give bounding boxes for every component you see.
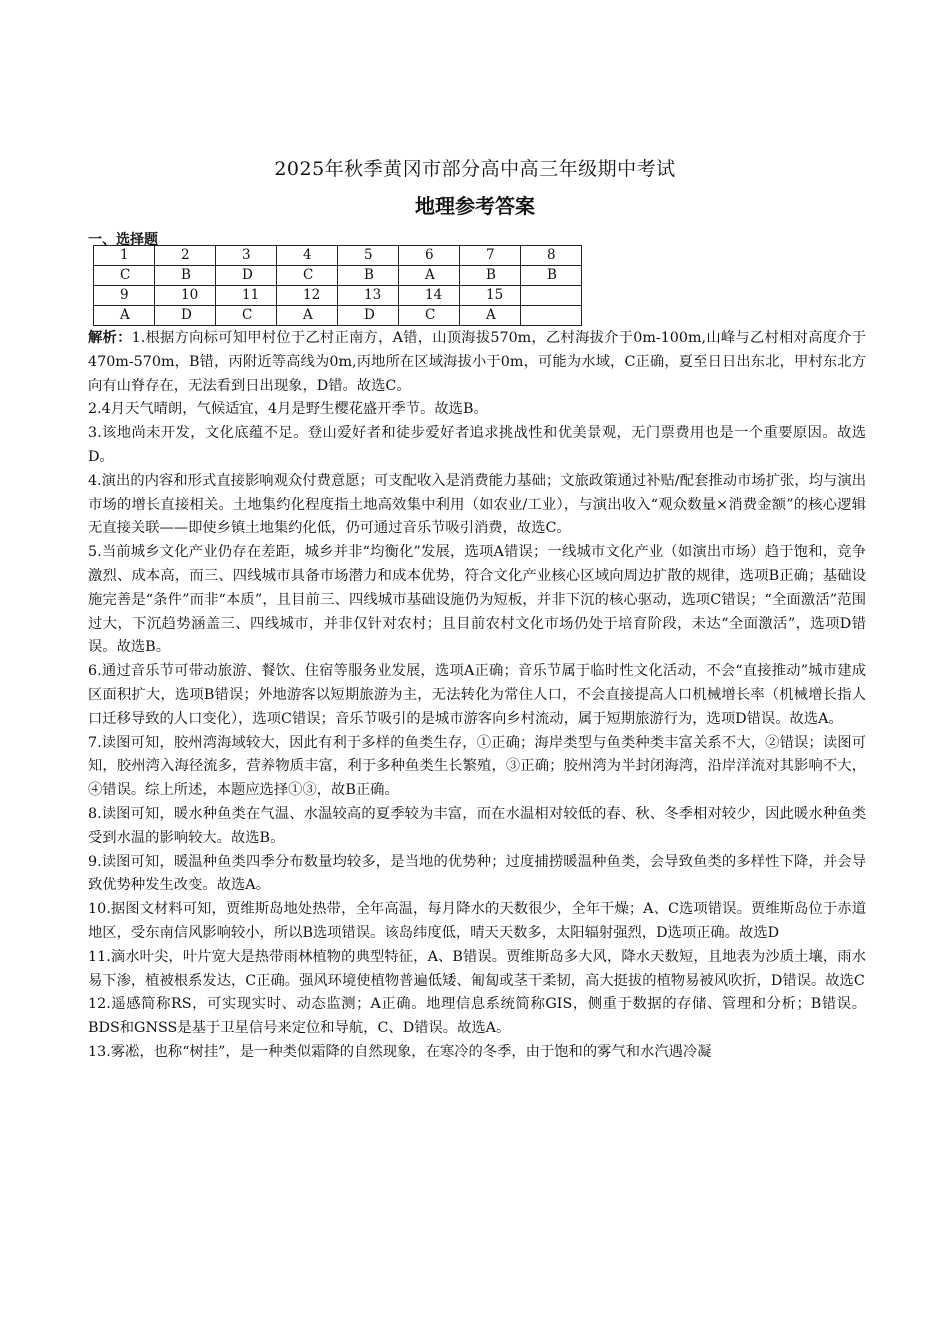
explanation-paragraph: 7.读图可知，胶州湾海域较大，因此有利于多样的鱼类生存，①正确；海岸类型与鱼类种类丰富关系不大，②错误；读图可知，胶州湾入海径流多，营养物质丰富，利于多种鱼类生长繁殖，③正确；胶州湾为半封闭海湾，沿岸洋流对其影响不大，④错误。综上所述，本题应选择①③，故B正确。: [88, 734, 866, 799]
explanation-paragraph: [88, 327, 866, 398]
table-cell: 4: [277, 246, 338, 266]
table-cell: D: [338, 306, 399, 326]
explanation-paragraph: 6.通过音乐节可带动旅游、餐饮、住宿等服务业发展，选项A正确；音乐节属于临时性文化活动，不会“直接推动”城市建成区面积扩大，选项B错误；外地游客以短期旅游为主，无法转化为常住人口，不会直接提高人口机械增长率（机械增长指人口迁移导致的人口变化），选项C错误；音乐节吸引的是城市游客向乡村流动，属于短期旅游行为，选项D错误。故选A。: [88, 663, 866, 727]
table-cell: 3: [216, 246, 277, 266]
table-cell: 7: [460, 246, 521, 266]
exam-title: 2025年秋季黄冈市部分高中高三年级期中考试: [274, 158, 676, 180]
table-cell: B: [338, 266, 399, 286]
table-row: [94, 246, 582, 266]
table-cell: 15: [460, 286, 521, 306]
explanation-paragraph: 8.读图可知，暖水种鱼类在气温、水温较高的夏季较为丰富，而在水温相对较低的春、秋、冬季相对较少，因此暖水种鱼类受到水温的影响较大。故选B。: [88, 805, 866, 846]
table-cell: C: [216, 306, 277, 326]
table-cell: [521, 286, 582, 306]
table-cell: B: [521, 266, 582, 286]
table-cell: D: [155, 306, 216, 326]
table-cell: A: [399, 266, 460, 286]
explanation-paragraph: 4.演出的内容和形式直接影响观众付费意愿；可支配收入是消费能力基础；文旅政策通过补贴/配套推动市场扩张，均与演出市场的增长直接相关。土地集约化程度指土地高效集中利用（如农业/工业），与演出收入“观众数量×消费金额”的核心逻辑无直接关联——即使乡镇土地集约化低，仍可通过音乐节吸引消费，故选C。: [88, 472, 866, 537]
answer-subtitle: 地理参考答案: [415, 194, 535, 218]
table-cell: D: [216, 266, 277, 286]
table-cell: C: [399, 306, 460, 326]
table-row: [94, 306, 582, 326]
table-cell: B: [460, 266, 521, 286]
table-cell: 13: [338, 286, 399, 306]
table-row: [94, 266, 582, 286]
table-cell: 8: [521, 246, 582, 266]
table-cell: [521, 306, 582, 326]
explanation-paragraph: 3.该地尚未开发，文化底蕴不足。登山爱好者和徒步爱好者追求挑战性和优美景观，无门票费用也是一个重要原因。故选D。: [88, 425, 866, 465]
table-cell: 1: [94, 246, 155, 266]
table-cell: 9: [94, 286, 155, 306]
section-heading: 一、选择题: [88, 232, 158, 248]
table-cell: A: [277, 306, 338, 326]
explanation-paragraph: 11.滴水叶尖，叶片宽大是热带雨林植物的典型特征，A、B错误。贾维斯岛多大风，降水天数短，且地表为沙质土壤，雨水易下渗，植被根系发达，C正确。强风环境使植物普遍低矮、匍匐或茎干柔韧，高大挺拔的植物易被风吹折，D错误。故选C: [88, 948, 866, 989]
table-cell: 10: [155, 286, 216, 306]
table-cell: 5: [338, 246, 399, 266]
explanation-paragraph: 13.雾凇，也称“树挂”，是一种类似霜降的自然现象，在寒冷的冬季，由于饱和的雾气和水汽遇冷凝: [88, 1043, 712, 1060]
table-cell: 2: [155, 246, 216, 266]
explanation-paragraph: 10.据图文材料可知，贾维斯岛地处热带，全年高温，每月降水的天数很少，全年干燥；A、C选项错误。贾维斯岛位于赤道地区，受东南信风影响较小，所以B选项错误。该岛纬度低，晴天天数多，太阳辐射强烈，D选项正确。故选D: [88, 901, 866, 941]
table-cell: C: [94, 266, 155, 286]
table-cell: 6: [399, 246, 460, 266]
table-cell: A: [460, 306, 521, 326]
explanation-paragraph: 2.4月天气晴朗，气候适宜，4月是野生樱花盛开季节。故选B。: [88, 401, 488, 418]
explanation-body: [88, 327, 866, 1065]
table-cell: B: [155, 266, 216, 286]
table-cell: C: [277, 266, 338, 286]
table-cell: 14: [399, 286, 460, 306]
analysis-label: 解析：: [88, 330, 132, 346]
explanation-paragraph: 5.当前城乡文化产业仍存在差距，城乡并非“均衡化”发展，选项A错误；一线城市文化产业（如演出市场）趋于饱和，竞争激烈、成本高，而三、四线城市具备市场潜力和成本优势，符合文化产业核心区域向周边扩散的规律，选项B正确；基础设施完善是“条件”而非“本质”，且目前三、四线城市基础设施仍为短板，并非下沉的核心驱动，选项C错误；“全面激活”范围过大，下沉趋势涵盖三、四线城市，并非仅针对农村；且目前农村文化市场仍处于培育阶段，未达“全面激活”，选项D错误。故选B。: [88, 544, 866, 656]
table-cell: 11: [216, 286, 277, 306]
explanation-text: 1.根据方向标可知甲村位于乙村正南方，A错，山顶海拔570m，乙村海拔介于0m-100m,山峰与乙村相对高度介于470m-570m，B错，丙附近等高线为0m,丙地所在区域海拔小于0m，可能为水域，C正确，夏至日日出东北，甲村东北方向有山脊存在，无法看到日出现象，D错。故选C。: [88, 330, 866, 394]
table-cell: A: [94, 306, 155, 326]
table-cell: 12: [277, 286, 338, 306]
explanation-paragraph: 9.读图可知，暖温种鱼类四季分布数量均较多，是当地的优势种；过度捕捞暖温种鱼类，会导致鱼类的多样性下降，并会导致优势种发生改变。故选A。: [88, 853, 866, 894]
answer-table: [93, 245, 582, 326]
explanation-paragraph: 12.遥感简称RS，可实现实时、动态监测；A正确。地理信息系统简称GIS，侧重于数据的存储、管理和分析；B错误。BDS和GNSS是基于卫星信号来定位和导航，C、D错误。故选A。: [88, 996, 866, 1037]
table-row: [94, 286, 582, 306]
